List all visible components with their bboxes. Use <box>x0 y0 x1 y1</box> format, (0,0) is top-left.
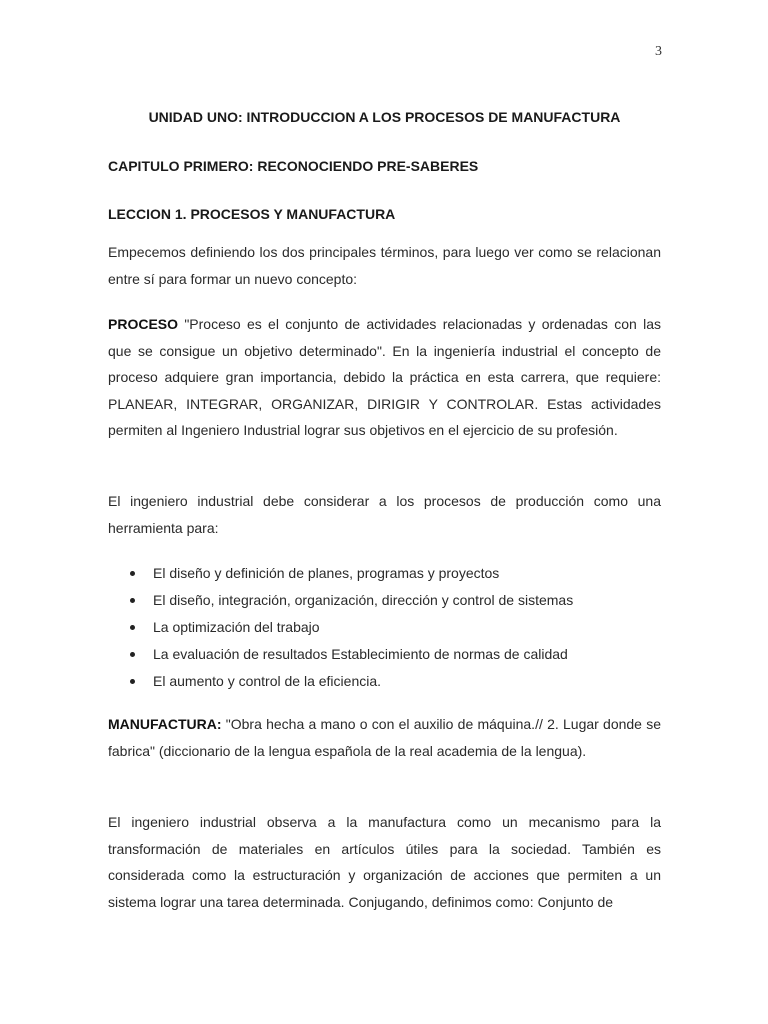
lesson-heading: LECCION 1. PROCESOS Y MANUFACTURA <box>108 206 396 222</box>
list-item <box>108 587 661 614</box>
list-item <box>108 614 661 641</box>
observe-paragraph: El ingeniero industrial observa a la manufactura como un mecanismo para la transformación de materiales en artículos útiles para la sociedad. También es considerada como la estructuración y organización de acciones que permiten a un sistema lograr una tarea determinada. Conjugando, definimos como: Conjunto de <box>108 814 661 910</box>
list-item-text: La optimización del trabajo <box>153 619 320 635</box>
list-item <box>108 560 661 587</box>
bullet-icon <box>130 598 135 603</box>
manufactura-definition: "Obra hecha a mano o con el auxilio de máquina.// 2. Lugar donde se fabrica" (diccionario de la lengua española de la real academia de la lengua). <box>108 716 661 759</box>
proceso-definition: "Proceso es el conjunto de actividades relacionadas y ordenadas con las que se consigue un objetivo determinado". En la ingeniería industrial el concepto de proceso adquiere gran importancia, debido la práctica en esta carrera, que requiere: PLANEAR, INTEGRAR, ORGANIZAR, DIRIGIR Y CONTROLAR. Estas actividades permiten al Ingeniero Industrial lograr sus objetivos en el ejercicio de su profesión. <box>108 316 661 438</box>
list-item-text: El diseño, integración, organización, dirección y control de sistemas <box>153 592 574 608</box>
manufactura-paragraph <box>108 711 661 764</box>
list-item-text: El diseño y definición de planes, programas y proyectos <box>153 565 500 581</box>
unit-heading: UNIDAD UNO: INTRODUCCION A LOS PROCESOS DE MANUFACTURA <box>148 109 621 125</box>
proceso-paragraph <box>108 311 661 444</box>
bullet-icon <box>130 679 135 684</box>
manufactura-term: MANUFACTURA: <box>108 716 222 732</box>
bullet-icon <box>130 652 135 657</box>
list-item-text: La evaluación de resultados Establecimiento de normas de calidad <box>153 646 568 662</box>
chapter-heading: CAPITULO PRIMERO: RECONOCIENDO PRE-SABERES <box>108 158 479 174</box>
bullet-icon <box>130 571 135 576</box>
intro-paragraph: Empecemos definiendo los dos principales términos, para luego ver como se relacionan entre sí para formar un nuevo concepto: <box>108 244 661 287</box>
bullet-icon <box>130 625 135 630</box>
bullet-list <box>108 560 661 695</box>
proceso-term: PROCESO <box>108 316 179 332</box>
list-item <box>108 641 661 668</box>
engineer-paragraph: El ingeniero industrial debe considerar a los procesos de producción como una herramienta para: <box>108 493 661 536</box>
list-item <box>108 668 661 695</box>
list-item-text: El aumento y control de la eficiencia. <box>153 673 382 689</box>
page-number: 3 <box>655 44 662 59</box>
